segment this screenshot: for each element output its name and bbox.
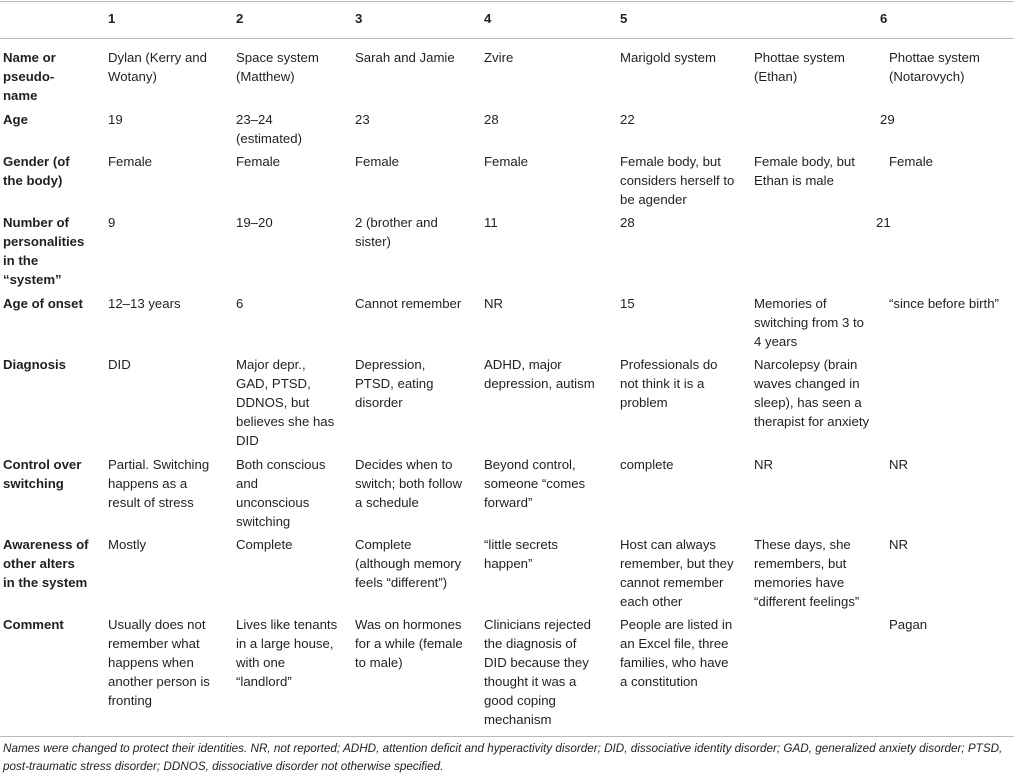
table-cell: ADHD, major depression, autism (484, 357, 595, 391)
table-cell: 28 (484, 112, 499, 127)
table-cell: Female (236, 154, 280, 169)
table-cell: Lives like tenants in a large house, with one “landlord” (236, 617, 338, 689)
row-label-diagnosis: Diagnosis (3, 357, 67, 372)
table-cell: 15 (620, 296, 635, 311)
table-cell: 22 (620, 112, 635, 127)
row-label-comment: Comment (3, 617, 64, 632)
column-header-6: 6 (880, 11, 888, 26)
table-cell: 6 (236, 296, 244, 311)
table-cell: 28 (620, 215, 635, 230)
table-cell: Female (889, 154, 933, 169)
column-header-3: 3 (355, 11, 363, 26)
table-cell: Was on hormones for a while (female to male) (355, 617, 463, 670)
table-cell: 23 (355, 112, 370, 127)
table-cell: NR (484, 296, 504, 311)
table-cell: 12–13 years (108, 296, 181, 311)
row-label-personalities: Number of personalities in the “system” (3, 215, 85, 287)
table-cell: Female body, but considers herself to be agender (620, 154, 735, 207)
table-cell: 29 (880, 112, 895, 127)
table-cell: Female body, but Ethan is male (754, 154, 855, 188)
table-cell: Marigold system (620, 50, 717, 65)
table-cell: NR (889, 457, 909, 472)
table-cell: Host can always remember, but they cannot remember each other (620, 537, 734, 609)
table-cell: Both conscious and unconscious switching (236, 457, 326, 529)
table-cell: Phottae system (Notarovych) (889, 50, 980, 84)
table-cell: Clinicians rejected the diagnosis of DID because they thought it was a good coping mechanism (484, 617, 592, 727)
table-cell: Pagan (889, 617, 928, 632)
row-label-control: Control over switching (3, 457, 82, 491)
table-cell: Usually does not remember what happens when another person is fronting (108, 617, 210, 708)
table-cell: Complete (although memory feels “different”) (355, 537, 462, 590)
row-label-name: Name or pseudo- name (3, 50, 56, 103)
table-cell: Depression, PTSD, eating disorder (355, 357, 434, 410)
table-cell: Female (484, 154, 528, 169)
table-cell: NR (889, 537, 909, 552)
table-cell: Female (108, 154, 152, 169)
column-header-1: 1 (108, 11, 116, 26)
table-cell: People are listed in an Excel file, three families, who have a constitution (620, 617, 733, 689)
table-cell: Phottae system (Ethan) (754, 50, 845, 84)
table-cell: “since before birth” (889, 296, 999, 311)
table-cell: 11 (484, 215, 498, 230)
table-cell: Dylan (Kerry and Wotany) (108, 50, 207, 84)
column-header-4: 4 (484, 11, 492, 26)
row-label-age: Age (3, 112, 28, 127)
table-top-rule (0, 1, 1014, 2)
column-header-5: 5 (620, 11, 628, 26)
row-label-awareness: Awareness of other alters in the system (3, 537, 89, 590)
row-label-onset: Age of onset (3, 296, 83, 311)
table-cell: Cannot remember (355, 296, 462, 311)
table-cell: 19 (108, 112, 123, 127)
table-cell: Narcolepsy (brain waves changed in sleep), has seen a therapist for anxiety (754, 357, 870, 429)
table-cell: 23–24 (estimated) (236, 112, 302, 146)
table-cell: Sarah and Jamie (355, 50, 455, 65)
table-cell: Major depr., GAD, PTSD, DDNOS, but believes she has DID (236, 357, 335, 448)
table-cell: Decides when to switch; both follow a schedule (355, 457, 463, 510)
table-cell: complete (620, 457, 674, 472)
table-cell: Mostly (108, 537, 147, 552)
table-cell: Female (355, 154, 399, 169)
table-cell: Beyond control, someone “comes forward” (484, 457, 586, 510)
table-footnote: Names were changed to protect their identities. NR, not reported; ADHD, attention deficit and hyperactivity disorder; DID, dissociative identity disorder; GAD, generalized anxiety disorder; PTSD, post-traumatic stress disorder; DDNOS, dissociative disorder not otherwise specified. (3, 742, 1003, 773)
table-cell: 2 (brother and sister) (355, 215, 438, 249)
table-cell: Memories of switching from 3 to 4 years (754, 296, 864, 349)
table-bottom-rule (0, 736, 1014, 737)
table-cell: Zvire (484, 50, 514, 65)
table-cell: Space system (Matthew) (236, 50, 319, 84)
header-rule (0, 38, 1014, 39)
table-cell: Partial. Switching happens as a result of stress (108, 457, 210, 510)
table-cell: These days, she remembers, but memories have “different feelings” (754, 537, 860, 609)
table-cell: “little secrets happen” (484, 537, 559, 571)
table-cell: 9 (108, 215, 116, 230)
table-cell: DID (108, 357, 131, 372)
row-label-gender: Gender (of the body) (3, 154, 70, 188)
table-cell: NR (754, 457, 774, 472)
table-cell: Complete (236, 537, 293, 552)
table-cell: 21 (876, 215, 891, 230)
table-cell: Professionals do not think it is a problem (620, 357, 718, 410)
table-cell: 19–20 (236, 215, 273, 230)
column-header-2: 2 (236, 11, 244, 26)
